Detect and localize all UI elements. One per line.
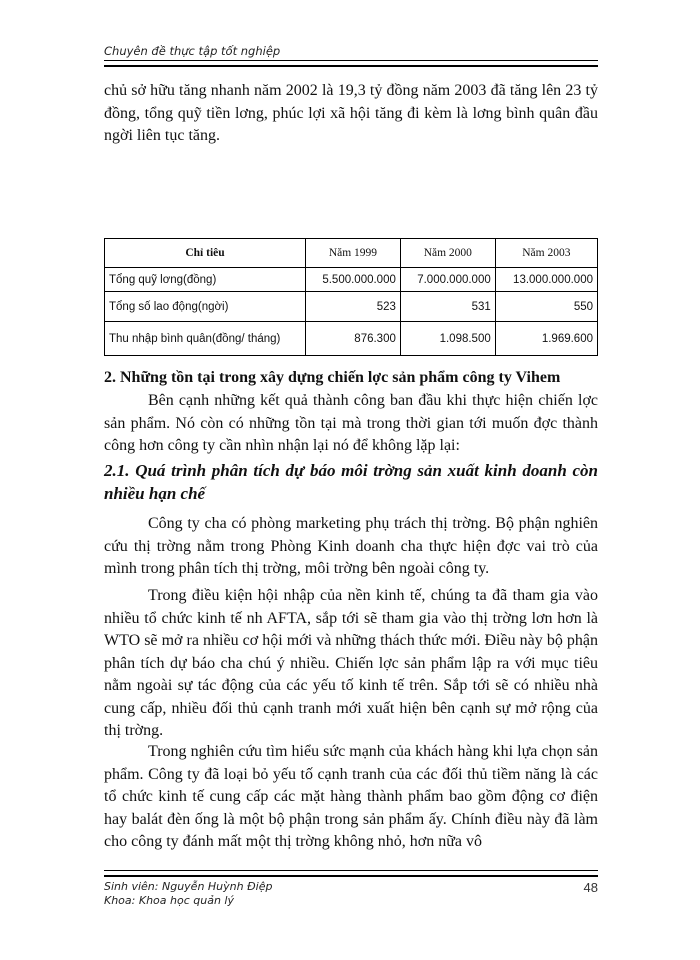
table-header-row xyxy=(105,239,598,268)
section-2-1-heading: 2.1. Quá trình phân tích dự báo môi trờng sản xuất kinh doanh còn nhiều hạn chế xyxy=(104,461,598,503)
table-cell: 876.300 xyxy=(306,322,401,356)
page-header: Chuyên đề thực tập tốt nghiệp xyxy=(104,44,281,58)
table-row xyxy=(105,292,598,322)
intro-paragraph: chủ sở hữu tăng nhanh năm 2002 là 19,3 tỷ đồng năm 2003 đã tăng lên 23 tỷ đồng, tổng quỹ tiền lơng, phúc lợi xã hội tăng đi kèm là lơng bình quân đầu ngời liên tục tăng. xyxy=(104,82,598,144)
table-cell: 7.000.000.000 xyxy=(400,268,495,292)
table-cell: 1.098.500 xyxy=(400,322,495,356)
table-cell: Tổng số lao động(ngời) xyxy=(105,292,306,322)
statistics-table xyxy=(104,238,598,356)
table-cell: Thu nhập bình quân(đồng/ tháng) xyxy=(105,322,306,356)
table-header-cell: Năm 2000 xyxy=(400,239,495,268)
footer-faculty: Khoa: Khoa học quản lý xyxy=(104,894,234,907)
footer-student: Sinh viên: Nguyễn Huỳnh Điệp xyxy=(104,880,273,893)
page-footer xyxy=(104,880,598,908)
table-cell: Tổng quỹ lơng(đồng) xyxy=(105,268,306,292)
table-cell: 5.500.000.000 xyxy=(306,268,401,292)
section-2-heading: 2. Những tồn tại trong xây dựng chiến lợc sản phẩm công ty Vihem xyxy=(104,369,561,386)
table-header-cell: Năm 2003 xyxy=(495,239,597,268)
header-rule xyxy=(104,60,598,67)
section-2-intro: Bên cạnh những kết quả thành công ban đầu khi thực hiện chiến lợc sản phẩm. Nó còn có những tồn tại mà trong thời gian tới muốn đợc thành công hơn công ty cần nhìn nhận lại nó để không lặp lại: xyxy=(104,392,598,454)
paragraph: Công ty cha có phòng marketing phụ trách thị trờng. Bộ phận nghiên cứu thị trờng nằm trong Phòng Kinh doanh cha thực hiện đợc vai trò của mình trong phân tích thị trờng, môi trờng bên ngoài công ty. xyxy=(104,515,598,577)
table-row xyxy=(105,322,598,356)
table-header-cell: Năm 1999 xyxy=(306,239,401,268)
page-number: 48 xyxy=(583,880,598,895)
table-cell: 531 xyxy=(400,292,495,322)
table-row xyxy=(105,268,598,292)
table-cell: 550 xyxy=(495,292,597,322)
paragraph: Trong nghiên cứu tìm hiểu sức mạnh của khách hàng khi lựa chọn sản phẩm. Công ty đã loại bỏ yếu tố cạnh tranh của các đối thủ tiềm năng là các tổ chức kinh tế cung cấp các mặt hàng thành phẩm bao gồm động cơ điện hay balát đèn ống là một bộ phận trong sản phẩm ấy. Chính điều này đã làm cho công ty đánh mất một thị trờng không nhỏ, hơn nữa vô xyxy=(104,743,598,850)
table-cell: 523 xyxy=(306,292,401,322)
paragraph: Trong điều kiện hội nhập của nền kinh tế, chúng ta đã tham gia vào nhiều tổ chức kinh tế nh AFTA, sắp tới sẽ tham gia vào thị trờng lơn hơn là WTO sẽ mở ra nhiều cơ hội mới và những thách thức mới. Điều này bộ phận phân tích dự báo cha chú ý nhiều. Chiến lợc sản phẩm lập ra với mục tiêu nằm ngoài sự tác động của các yếu tố kinh tế trên. Sắp tới sẽ có nhiều nhà cung cấp, nhiều đối thủ cạnh tranh mới xuất hiện bên cạnh sự mở rộng của thị trờng. xyxy=(104,587,598,739)
table-header-cell: Chỉ tiêu xyxy=(105,239,306,268)
table-cell: 13.000.000.000 xyxy=(495,268,597,292)
table-cell: 1.969.600 xyxy=(495,322,597,356)
footer-rule xyxy=(104,870,598,877)
